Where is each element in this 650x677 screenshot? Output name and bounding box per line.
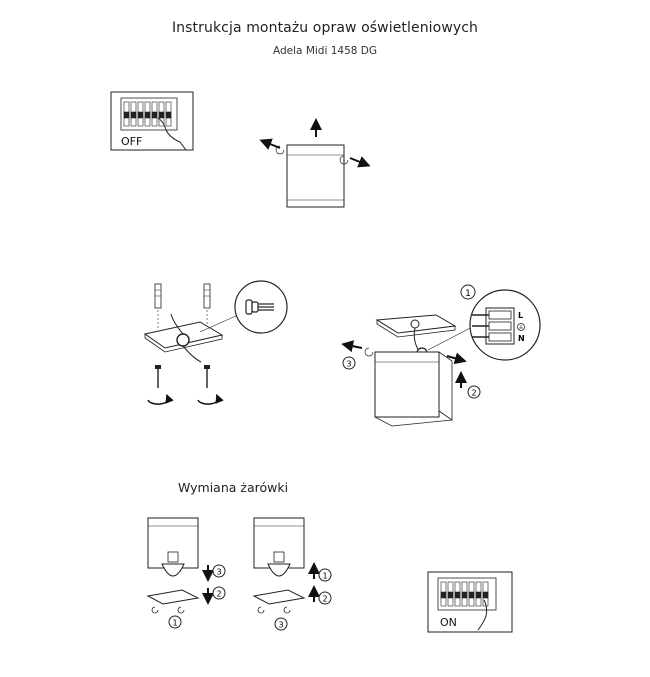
rotate-icon bbox=[258, 607, 264, 613]
page-title: Instrukcja montażu opraw oświetleniowych bbox=[171, 20, 479, 36]
rotate-cw-icon bbox=[198, 398, 218, 404]
on-label: ON bbox=[440, 616, 457, 629]
terminal-n-label: N bbox=[518, 334, 525, 343]
rotate-icon bbox=[178, 607, 184, 613]
breaker-panel-off bbox=[111, 92, 193, 150]
step-number: 2 bbox=[471, 388, 477, 398]
screw-icon bbox=[155, 365, 161, 388]
screw-icon bbox=[204, 365, 210, 388]
model-subtitle: Adela Midi 1458 DG bbox=[273, 45, 377, 57]
step-number: 1 bbox=[322, 571, 328, 581]
terminal-l-label: L bbox=[518, 311, 524, 320]
breaker-panel-on bbox=[428, 572, 512, 632]
breaker-switches bbox=[441, 582, 488, 606]
lamp-cube-top bbox=[265, 124, 365, 207]
step-number: 3 bbox=[216, 567, 222, 577]
arrow-left-icon bbox=[265, 142, 280, 148]
rotate-cw-icon bbox=[148, 398, 168, 404]
terminal-block-magnifier bbox=[470, 290, 540, 360]
rotate-icon bbox=[152, 607, 158, 613]
breaker-switches bbox=[124, 102, 171, 126]
step-number: 3 bbox=[278, 620, 284, 630]
bulb-icon bbox=[268, 564, 290, 576]
connector-magnifier bbox=[235, 281, 287, 333]
wall-plug-icon bbox=[155, 284, 161, 308]
bulb-icon bbox=[162, 564, 184, 576]
bulb-removal-diagram bbox=[148, 518, 225, 628]
arrow-right-icon bbox=[350, 158, 365, 164]
rotate-icon bbox=[284, 607, 290, 613]
bulb-install-diagram bbox=[254, 518, 331, 630]
wall-plug-icon bbox=[204, 284, 210, 308]
off-label: OFF bbox=[121, 135, 143, 148]
cable bbox=[183, 346, 201, 362]
step-number: 1 bbox=[172, 618, 178, 628]
lamp-installation-assembly bbox=[343, 285, 540, 426]
lamp-base-plate bbox=[148, 590, 198, 604]
step-number: 1 bbox=[465, 289, 471, 299]
lamp-base-plate bbox=[254, 590, 304, 604]
step-number: 3 bbox=[346, 359, 352, 369]
cable-grommet-icon bbox=[177, 334, 189, 346]
bulb-replacement-title: Wymiana żarówki bbox=[178, 480, 289, 495]
step-number: 2 bbox=[322, 594, 328, 604]
arrow-left-icon bbox=[347, 345, 362, 348]
step-number: 2 bbox=[216, 589, 222, 599]
mounting-plate-assembly bbox=[145, 284, 238, 404]
